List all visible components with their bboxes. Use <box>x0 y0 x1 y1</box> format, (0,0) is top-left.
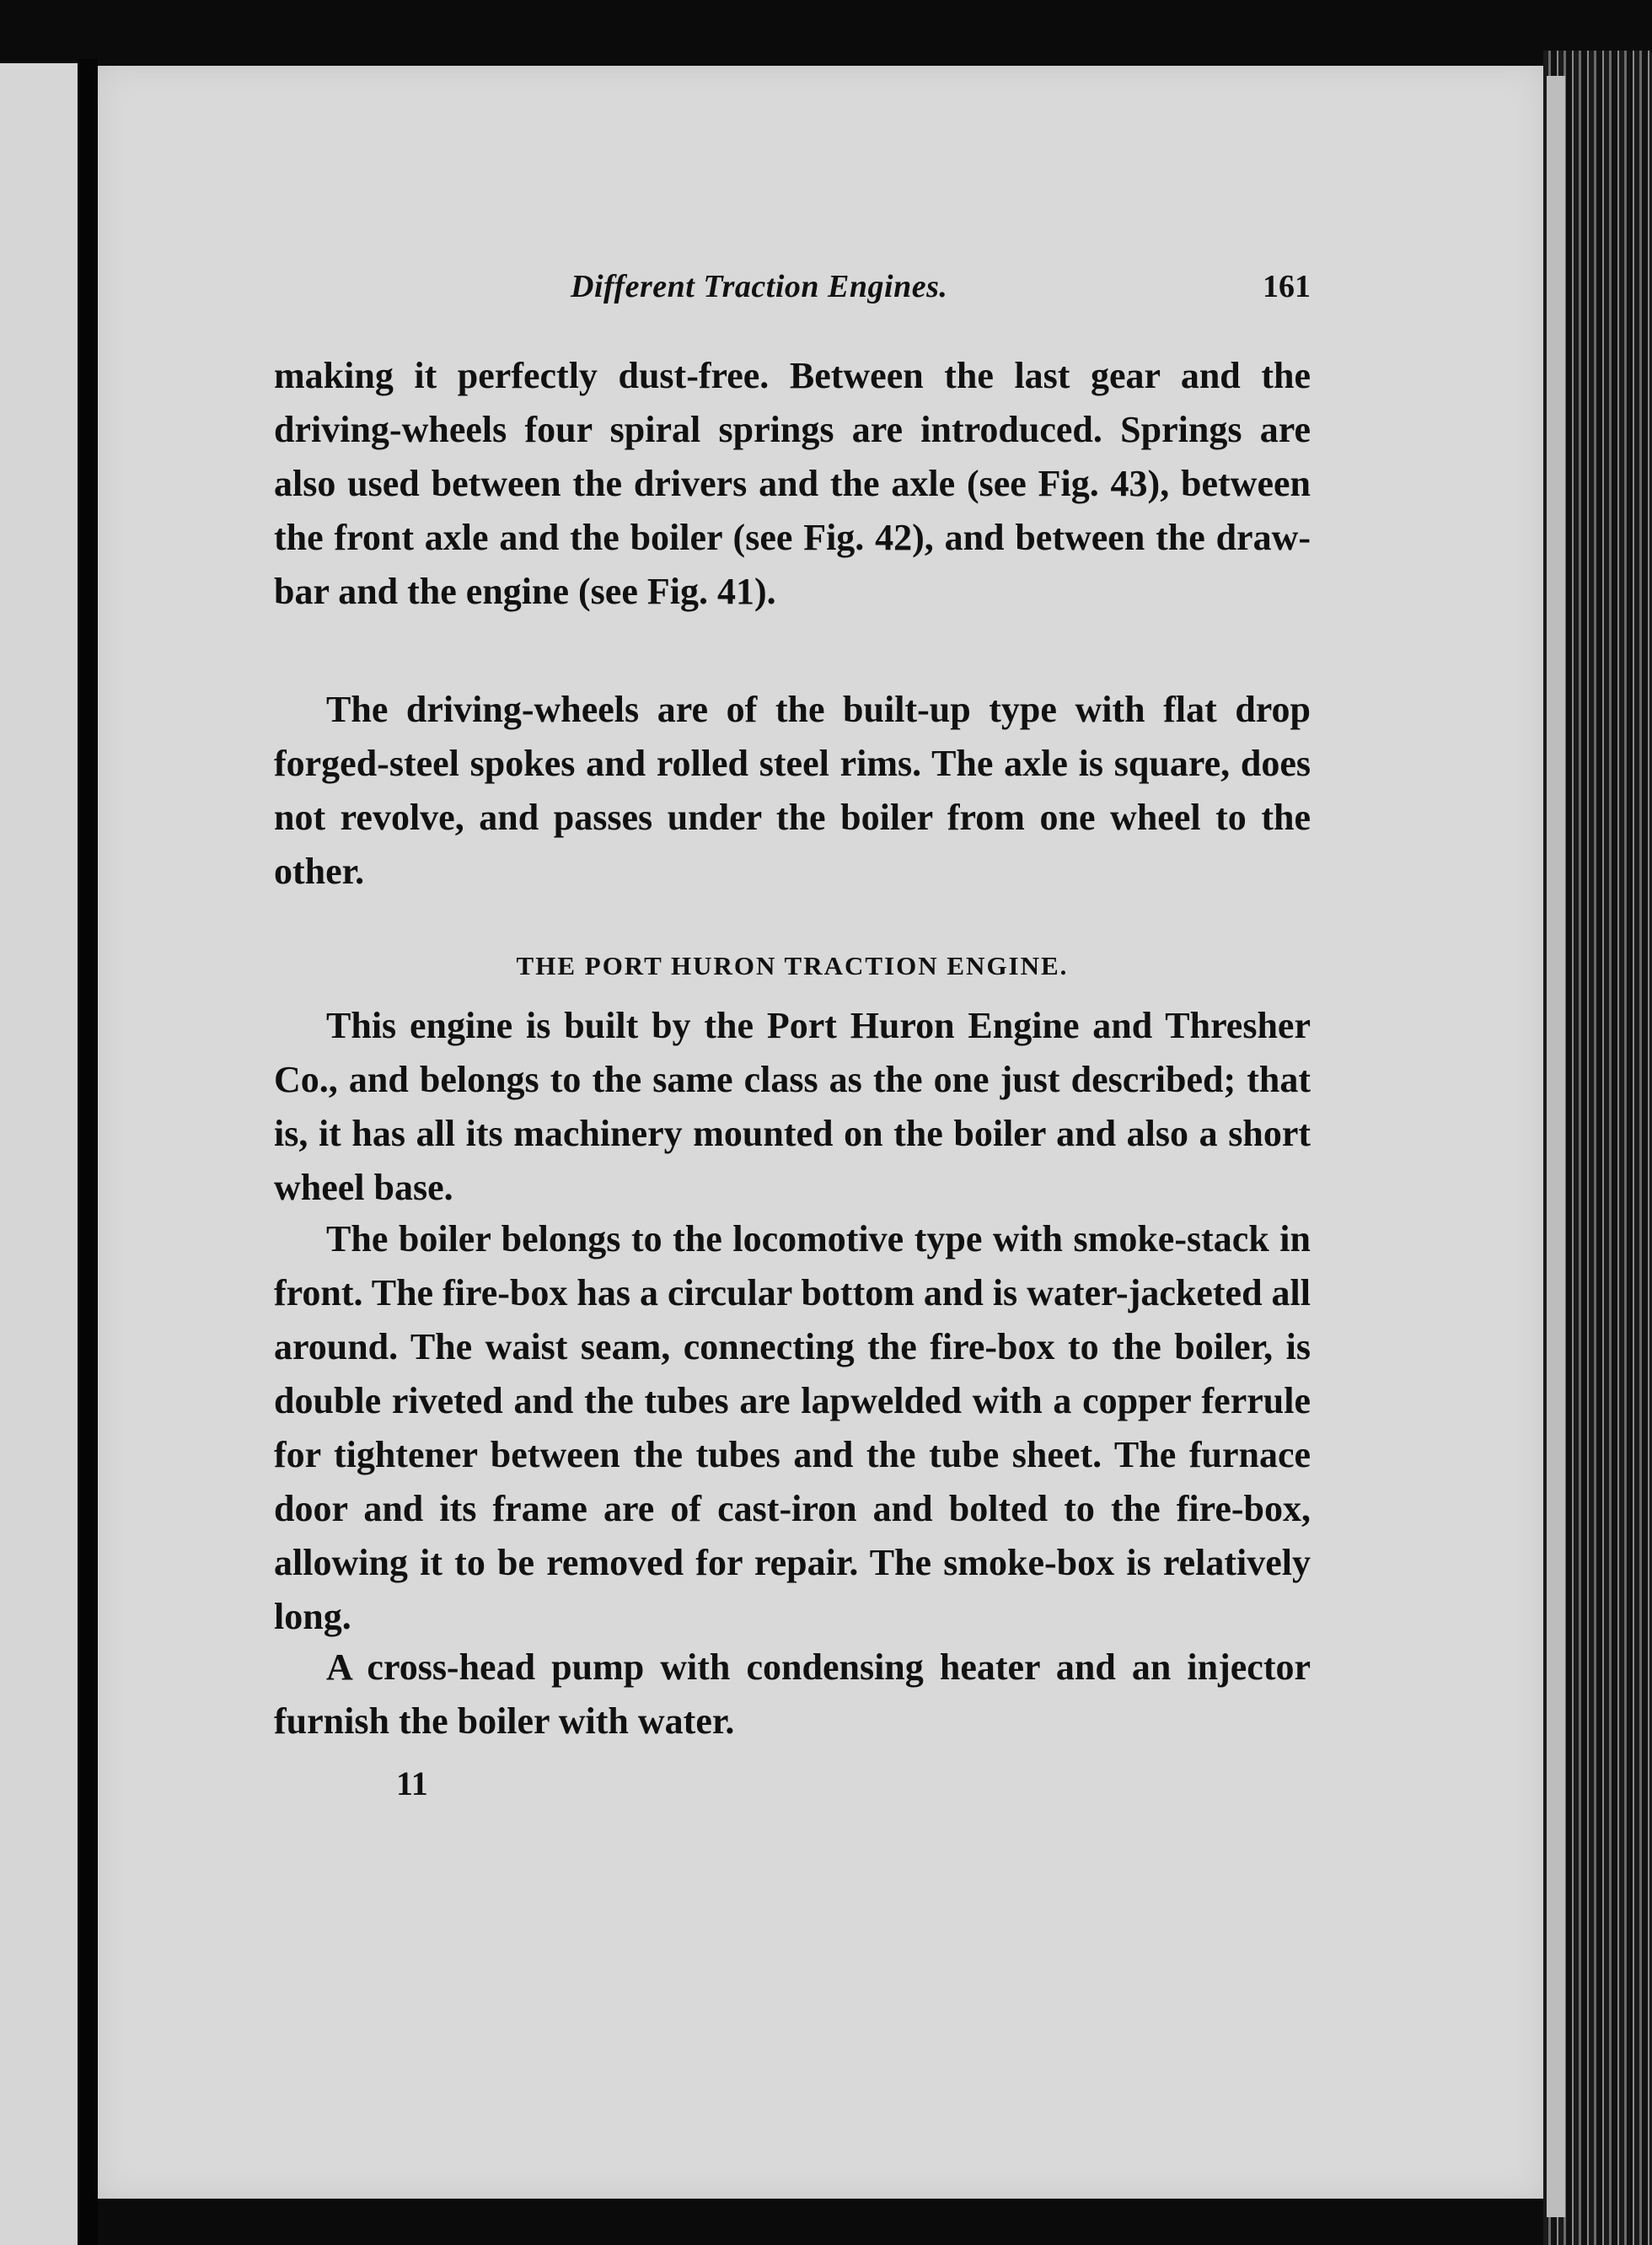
paragraph-3 <box>274 999 1311 1215</box>
paragraph-4 <box>274 1212 1311 1644</box>
section-heading: THE PORT HURON TRACTION ENGINE. <box>516 951 1069 980</box>
paragraph-5 <box>274 1641 1311 1748</box>
signature-mark: 11 <box>396 1764 428 1802</box>
paragraph-text: The driving-wheels are of the built-up type with flat drop forged-steel spokes and rolled steel rims. The axle is square, does not revolve, and passes under the boiler from one wheel to the other. <box>274 689 1311 892</box>
book-gutter <box>78 59 98 2245</box>
bottom-shadow <box>98 2199 1543 2245</box>
paragraph-2 <box>274 683 1311 899</box>
paragraph-text: This engine is built by the Port Huron Engine and Thresher Co., and belongs to the same class as the one just described; that is, it has all its machinery mounted on the boiler and also a short wheel base. <box>274 1005 1311 1208</box>
running-header <box>274 268 1311 319</box>
paragraph-text: The boiler belongs to the locomotive type with smoke-stack in front. The fire-box has a circular bottom and is water-jacketed all around. The waist seam, connecting the fire-box to the boiler, is double riveted and the tubes are lapwelded with a copper ferrule for tightener between the tubes and the tube sheet. The furnace door and its frame are of cast-iron and bolted to the fire-box, allowing it to be removed for repair. The smoke-box is relatively long. <box>274 1218 1311 1637</box>
running-title: Different Traction Engines. <box>571 269 948 304</box>
page-number: 161 <box>1263 269 1311 304</box>
page-edge-highlight <box>1547 76 1565 2217</box>
paragraph-1 <box>274 349 1311 619</box>
left-page-edge <box>0 63 78 2245</box>
paragraph-text: making it perfectly dust-free. Between the last gear and the driving-wheels four spiral springs are introduced. Springs are also used between the drivers and the axle (see Fig. 43), between the front axle and the boiler (see Fig. 42), and between the draw-bar and the engine (see Fig. 41). <box>274 355 1311 612</box>
paragraph-text: A cross-head pump with condensing heater and an injector furnish the boiler with water. <box>274 1646 1311 1742</box>
